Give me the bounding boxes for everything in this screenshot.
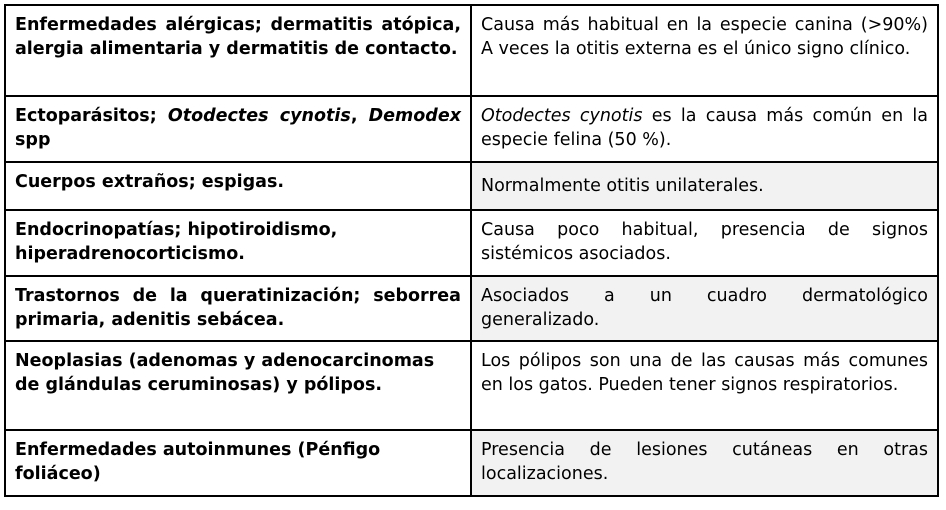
description-cell: Presencia de lesiones cutáneas en otras localizaciones. [471,430,938,496]
species-name: Otodectes cynotis [167,106,351,126]
cause-cell: Trastornos de la queratinización; seborrea primaria, adenitis sebácea. [5,276,471,341]
cause-cell: Endocrinopatías; hipotiroidismo, hiperadrenocorticismo. [5,210,471,276]
table-row [5,430,938,496]
table-row [5,162,938,210]
table-row [5,5,938,96]
table-row [5,276,938,341]
cause-text: Ectoparásitos; [15,106,168,126]
cause-cell: Cuerpos extraños; espigas. [5,162,471,210]
cause-cell: Enfermedades alérgicas; dermatitis atópica, alergia alimentaria y dermatitis de contacto. [5,5,471,96]
otitis-causes-table [4,4,939,497]
table-row [5,341,938,430]
description-cell: Causa poco habitual, presencia de signos sistémicos asociados. [471,210,938,276]
description-cell: Causa más habitual en la especie canina (>90%) A veces la otitis externa es el único signo clínico. [471,5,938,96]
table-row [5,96,938,162]
species-name: Otodectes cynotis [481,106,643,126]
cause-text: spp [15,130,51,150]
description-cell: Asociados a un cuadro dermatológico generalizado. [471,276,938,341]
species-name: Demodex [368,106,461,126]
cause-text: , [350,106,369,126]
cause-cell: Enfermedades autoinmunes (Pénfigo foliáceo) [5,430,471,496]
description-cell: Normalmente otitis unilaterales. [471,162,938,210]
description-text: es la causa más común en la especie felina (50 %). [481,106,929,150]
description-cell: Los pólipos son una de las causas más comunes en los gatos. Pueden tener signos respiratorios. [471,341,938,430]
table-row [5,210,938,276]
description-cell [471,96,938,162]
cause-cell: Neoplasias (adenomas y adenocarcinomas de glándulas ceruminosas) y pólipos. [5,341,471,430]
cause-cell [5,96,471,162]
